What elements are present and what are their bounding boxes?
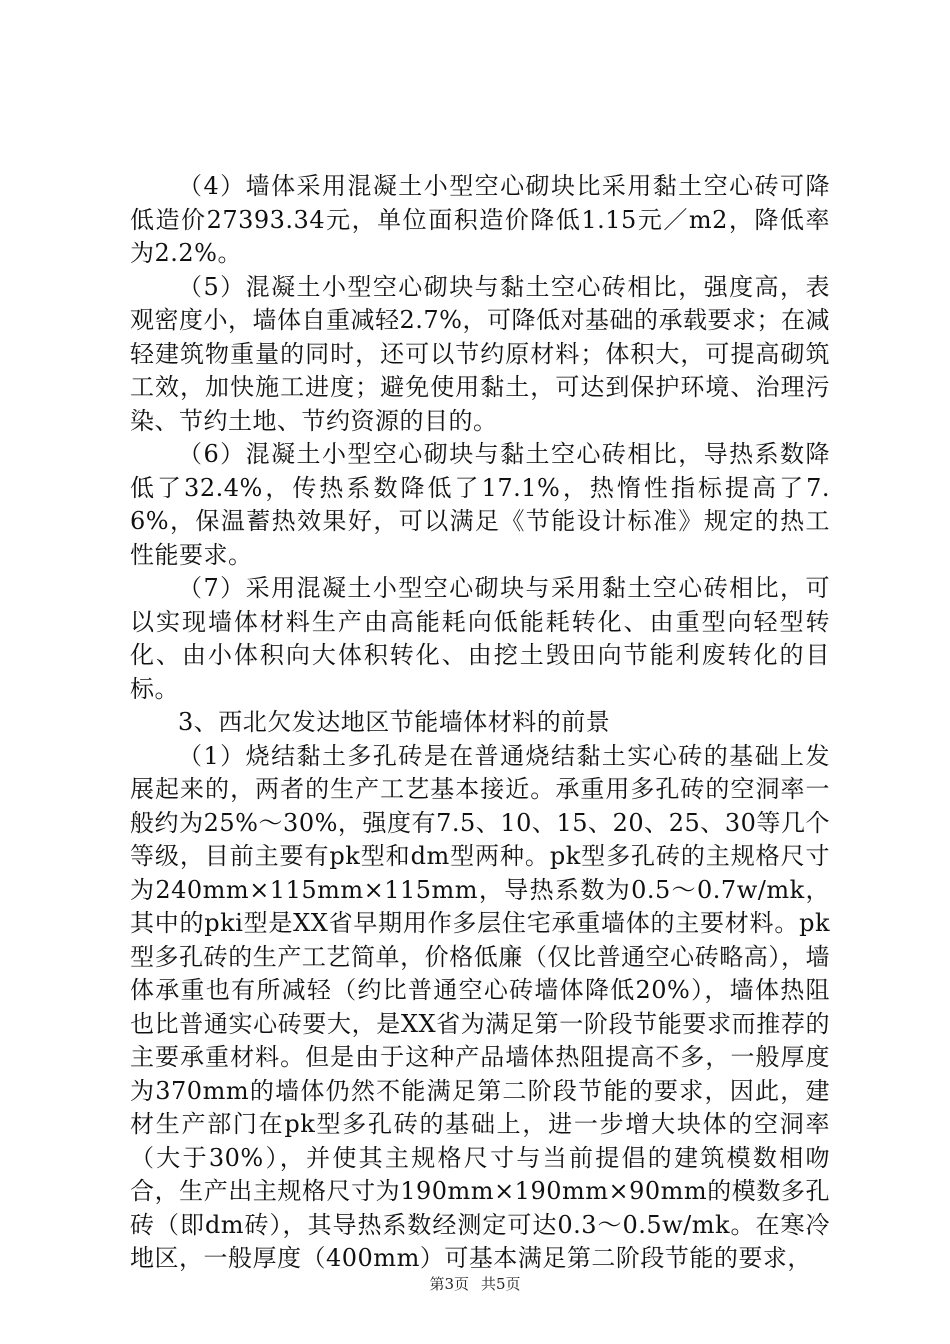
document-body (130, 170, 830, 1276)
page-total: 共5页 (481, 1275, 521, 1293)
paragraph-6: （6）混凝土小型空心砌块与黏土空心砖相比，导热系数降低了32.4%，传热系数降低了17.1%，热惰性指标提高了7.6%，保温蓄热效果好，可以满足《节能设计标准》规定的热工性能要求。 (130, 440, 830, 569)
paragraph-7: （7）采用混凝土小型空心砌块与采用黏土空心砖相比，可以实现墙体材料生产由高能耗向低能耗转化、由重型向轻型转化、由小体积向大体积转化、由挖土毁田向节能利废转化的目标。 (130, 574, 830, 703)
paragraph-4: （4）墙体采用混凝土小型空心砌块比采用黏土空心砖可降低造价27393.34元，单位面积造价降低1.15元／m2，降低率为2.2%。 (130, 172, 830, 267)
paragraph-section3-1: （1）烧结黏土多孔砖是在普通烧结黏土实心砖的基础上发展起来的，两者的生产工艺基本接近。承重用多孔砖的空洞率一般约为25%～30%，强度有7.5、10、15、20、25、30等几个等级，目前主要有pk型和dm型两种。pk型多孔砖的主规格尺寸为240mm×115mm×115mm，导热系数为0.5～0.7w/mk，其中的pki型是XX省早期用作多层住宅承重墙体的主要材料。pk型多孔砖的生产工艺简单，价格低廉（仅比普通空心砖略高），墙体承重也有所减轻（约比普通空心砖墙体降低20%），墙体热阻也比普通实心砖要大，是XX省为满足第一阶段节能要求而推荐的主要承重材料。但是由于这种产品墙体热阻提高不多，一般厚度为370mm的墙体仍然不能满足第二阶段节能的要求，因此，建材生产部门在pk型多孔砖的基础上，进一步增大块体的空洞率（大于30%），并使其主规格尺寸与当前提倡的建筑模数相吻合，生产出主规格尺寸为190mm×190mm×90mm的模数多孔砖（即dm砖），其导热系数经测定可达0.3～0.5w/mk。在寒冷地区，一般厚度（400mm）可基本满足第二阶段节能的要求， (130, 741, 830, 1272)
section-heading-3: 3、西北欠发达地区节能墙体材料的前景 (178, 708, 611, 736)
page-footer (0, 1273, 950, 1294)
page-number: 第3页 (429, 1275, 469, 1293)
paragraph-5: （5）混凝土小型空心砌块与黏土空心砖相比，强度高，表观密度小，墙体自重减轻2.7%，可降低对基础的承载要求；在减轻建筑物重量的同时，还可以节约原材料；体积大，可提高砌筑工效，加快施工进度；避免使用黏土，可达到保护环境、治理污染、节约土地、节约资源的目的。 (130, 272, 830, 435)
